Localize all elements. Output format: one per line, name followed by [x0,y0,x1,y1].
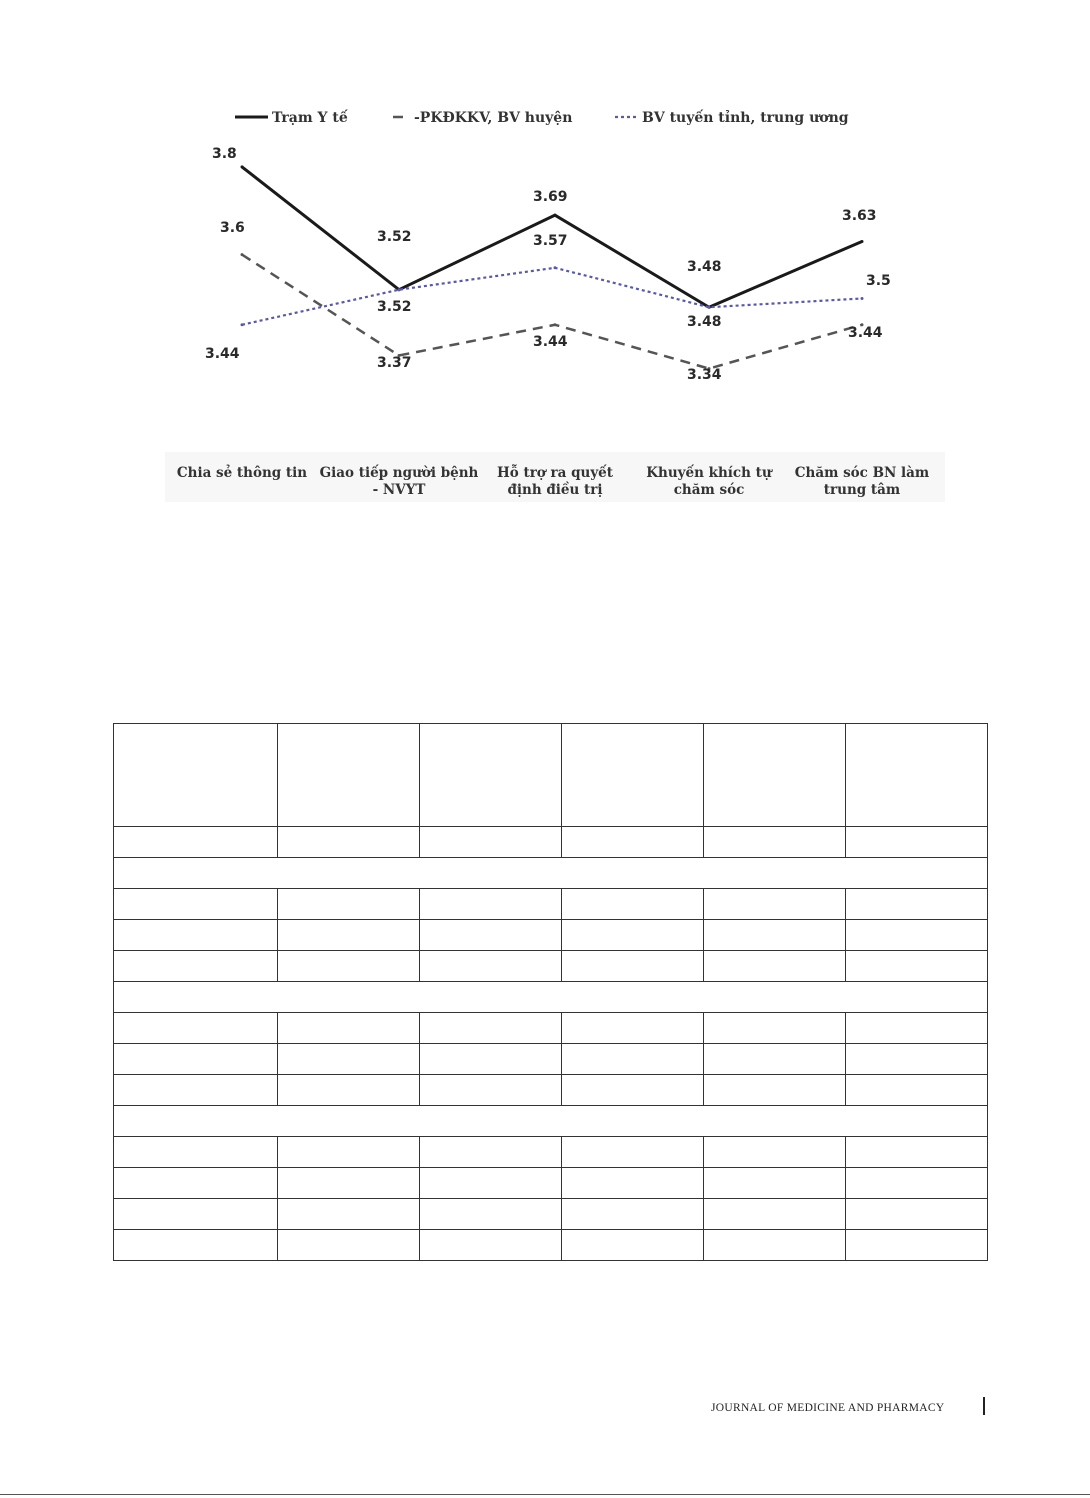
data-label-s2-4: 3.34 [687,367,722,383]
data-point-s2-3 [554,323,557,326]
table-cell [114,1044,278,1075]
category-label-2-line-1: Giao tiếp người bệnh [319,465,479,481]
table-cell [562,889,704,920]
table-header-cell [114,724,278,827]
table-cell [420,1199,562,1230]
data-table [113,723,988,1261]
data-label-s2-3: 3.44 [533,334,568,350]
table-cell [562,827,704,858]
table-row [114,1168,988,1199]
table-cell [562,1199,704,1230]
data-label-s3-1: 3.44 [205,346,240,362]
legend-label-1: Trạm Y tế [272,110,348,126]
table-cell [562,1044,704,1075]
table-cell [114,1075,278,1106]
data-label-s3-4: 3.48 [687,314,722,330]
table-row [114,1013,988,1044]
data-point-s1-1 [241,165,244,168]
table-row [114,889,988,920]
table-cell [278,827,420,858]
data-label-s2-1: 3.6 [220,220,245,236]
series-line-3 [242,268,862,325]
table-cell [846,1137,988,1168]
table-cell [704,827,846,858]
data-label-s1-2: 3.52 [377,229,412,245]
data-label-s1-1: 3.8 [212,146,237,162]
data-point-s3-4 [708,306,711,309]
chart-svg [160,95,950,515]
table-cell [704,1013,846,1044]
table-cell [704,1168,846,1199]
data-label-s1-4: 3.48 [687,259,722,275]
table-cell [420,1168,562,1199]
data-point-s3-1 [241,323,244,326]
table-header-cell [420,724,562,827]
table-cell [420,1075,562,1106]
table-section-cell [114,982,988,1013]
category-label-3-line-2: định điều trị [507,482,603,498]
table-cell [114,1013,278,1044]
table-cell [420,951,562,982]
table-row [114,920,988,951]
table-cell [704,1137,846,1168]
table-row [114,1075,988,1106]
category-label-4-line-2: chăm sóc [673,482,745,498]
table-cell [278,1137,420,1168]
table-cell [704,920,846,951]
table-cell [114,1137,278,1168]
table-header-cell [704,724,846,827]
table-cell [278,1230,420,1261]
data-point-s1-3 [554,214,557,217]
table-cell [846,827,988,858]
data-label-s1-3: 3.69 [533,189,568,205]
series-line-2 [242,255,862,369]
table-cell [278,1168,420,1199]
data-point-s3-2 [398,288,401,291]
table-cell [114,827,278,858]
table-cell [114,920,278,951]
data-label-s3-2: 3.52 [377,299,412,315]
table-cell [420,1230,562,1261]
table-cell [562,1230,704,1261]
table-row [114,827,988,858]
table-cell [562,1075,704,1106]
table-cell [846,920,988,951]
table-row [114,858,988,889]
table-cell [846,1075,988,1106]
category-label-4-line-1: Khuyến khích tự [646,465,772,481]
table-cell [846,889,988,920]
data-point-s3-5 [861,297,864,300]
table-row [114,1199,988,1230]
table-cell [278,1044,420,1075]
category-label-5-line-1: Chăm sóc BN làm [794,465,930,481]
data-label-s1-5: 3.63 [842,208,877,224]
legend-label-3: BV tuyến tỉnh, trung ương [642,110,849,126]
data-label-s3-3: 3.57 [533,233,568,249]
table-cell [704,1230,846,1261]
table-cell [114,889,278,920]
category-label-2-line-2: - NVYT [372,482,426,498]
table-cell [420,827,562,858]
table-row [114,724,988,827]
data-label-s2-5: 3.44 [848,325,883,341]
table-row [114,951,988,982]
table-cell [278,889,420,920]
table-cell [704,1044,846,1075]
table-cell [562,1013,704,1044]
category-label-1: Chia sẻ thông tin [176,465,308,481]
table-cell [704,889,846,920]
table-cell [846,1230,988,1261]
table-cell [846,1044,988,1075]
table-cell [420,1044,562,1075]
table-row [114,982,988,1013]
table-cell [704,1199,846,1230]
table-body [114,724,988,1261]
footer-divider [983,1397,985,1415]
table-cell [846,1013,988,1044]
table-cell [704,1075,846,1106]
data-point-s1-5 [861,240,864,243]
table-cell [846,1199,988,1230]
legend-label-2: -PKĐKKV, BV huyện [414,110,573,126]
line-chart [160,95,950,515]
table-section-cell [114,1106,988,1137]
table-header-cell [278,724,420,827]
table-cell [562,920,704,951]
table-cell [704,951,846,982]
table-cell [562,1137,704,1168]
table-cell [278,920,420,951]
table-cell [562,1168,704,1199]
table-cell [278,1013,420,1044]
table-header-cell [562,724,704,827]
table-cell [846,1168,988,1199]
table-cell [420,920,562,951]
journal-footer: JOURNAL OF MEDICINE AND PHARMACY [711,1402,945,1414]
table-cell [278,1075,420,1106]
table-row [114,1106,988,1137]
table-cell [278,951,420,982]
table-cell [562,951,704,982]
table-cell [420,889,562,920]
table-header-cell [846,724,988,827]
category-label-5-line-2: trung tâm [823,482,901,498]
table-row [114,1044,988,1075]
data-label-s3-5: 3.5 [866,273,891,289]
table-cell [846,951,988,982]
page-bottom-rule [0,1494,1090,1495]
table-cell [278,1199,420,1230]
data-point-s3-3 [554,266,557,269]
table-cell [420,1137,562,1168]
table-row [114,1230,988,1261]
table-cell [114,1168,278,1199]
data-point-s2-1 [241,253,244,256]
table-cell [420,1013,562,1044]
table-cell [114,1230,278,1261]
table-row [114,1137,988,1168]
table-cell [114,951,278,982]
category-label-3-line-1: Hỗ trợ ra quyết [497,465,613,481]
table-cell [114,1199,278,1230]
table-section-cell [114,858,988,889]
data-label-s2-2: 3.37 [377,355,412,371]
